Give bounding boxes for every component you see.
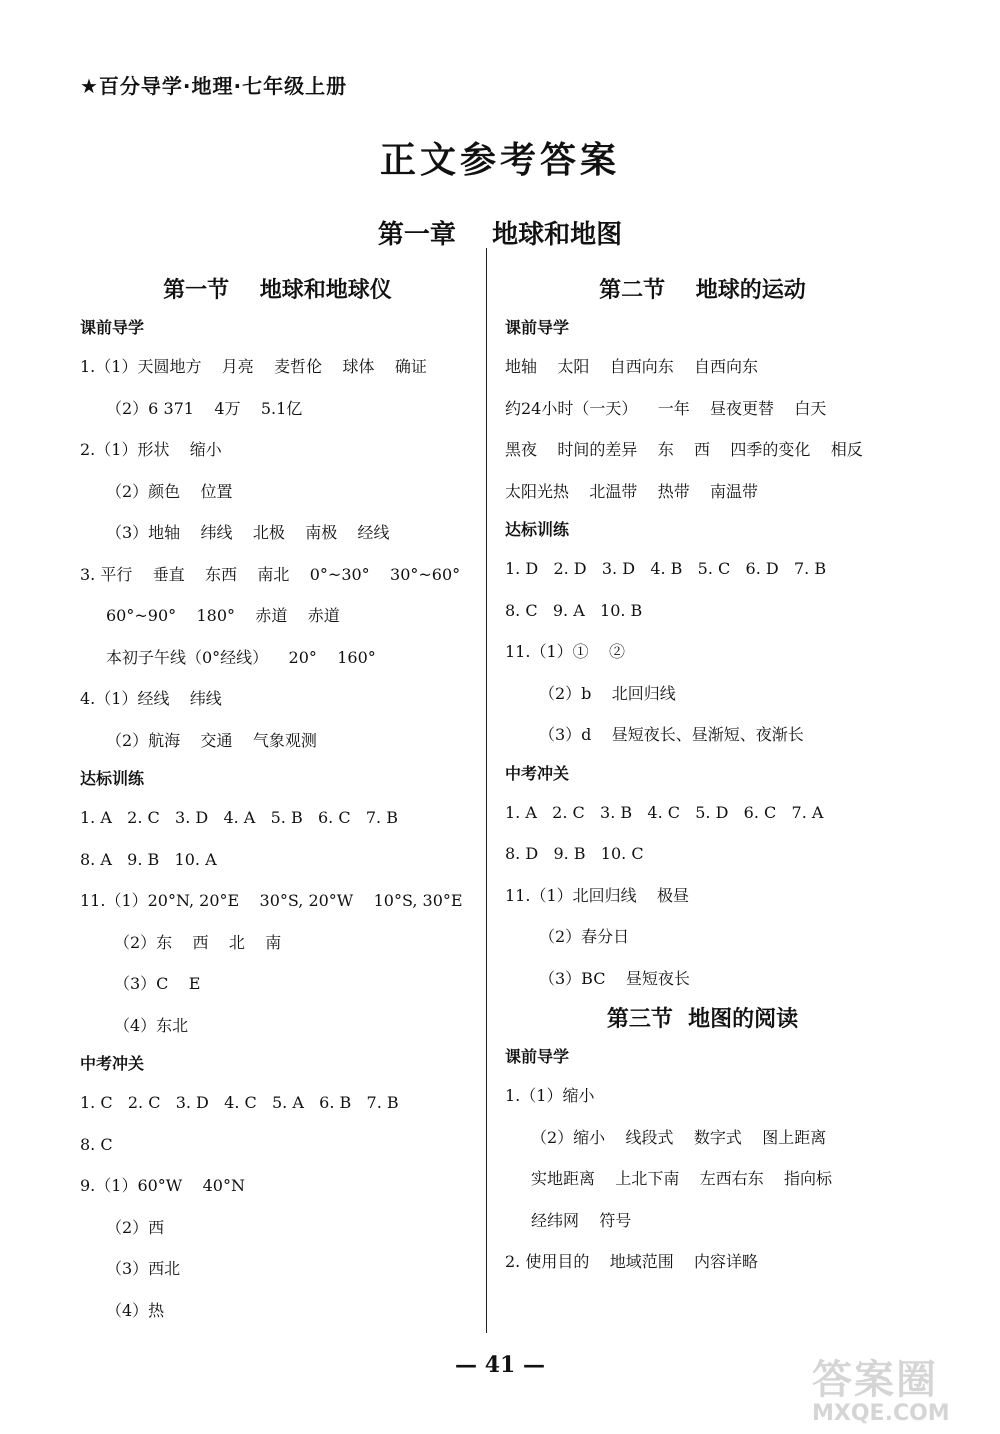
subsection-heading: 课前导学 — [505, 1047, 570, 1066]
answer-line: 约24小时（一天） 一年 昼夜更替 白天 — [505, 398, 827, 418]
answer-line: 3. 平行 垂直 东西 南北 0°~30° 30°~60° — [80, 564, 461, 584]
subsection-heading: 中考冲关 — [80, 1054, 145, 1073]
answer-line: 1. C 2. C 3. D 4. C 5. A 6. B 7. B — [80, 1093, 399, 1112]
right-column — [505, 270, 900, 1283]
watermark-url: MXQE.COM — [812, 1401, 950, 1426]
answer-line: （2）颜色 位置 — [106, 481, 233, 501]
page-title: 正文参考答案 — [379, 139, 620, 181]
answer-line: 1.（1）缩小 — [505, 1086, 595, 1105]
subsection-heading: 中考冲关 — [505, 763, 570, 783]
answer-line: （3）C E — [114, 974, 201, 993]
answer-line: 8. A 9. B 10. A — [80, 849, 217, 869]
answer-line: 11.（1）北回归线 极昼 — [505, 885, 689, 905]
left-column — [80, 270, 475, 1331]
answer-line: （2）春分日 — [539, 927, 630, 946]
answer-line: 实地距离 上北下南 左西右东 指向标 — [531, 1169, 833, 1188]
answer-line: 9.（1）60°W 40°N — [80, 1176, 245, 1195]
page-number: — 41 — — [455, 1352, 545, 1378]
answer-line: 黑夜 时间的差异 东 西 四季的变化 相反 — [505, 440, 863, 459]
answer-line: （3）BC 昼短夜长 — [539, 968, 690, 988]
answer-line: 1. D 2. D 3. D 4. B 5. C 6. D 7. B — [505, 559, 827, 578]
section-title: 第二节 地球的运动 — [599, 277, 806, 303]
answer-line: （2）东 西 北 南 — [114, 932, 282, 952]
answer-line: 11.（1）① ② — [505, 642, 625, 661]
answer-line: （4）东北 — [114, 1015, 189, 1035]
subsection-heading: 课前导学 — [505, 318, 570, 337]
answer-line: （2）b 北回归线 — [539, 683, 676, 703]
answer-line: 地轴 太阳 自西向东 自西向东 — [505, 357, 759, 376]
answer-line: （4）热 — [106, 1300, 165, 1320]
watermark-logo — [812, 1348, 982, 1426]
answer-line: 1. A 2. C 3. D 4. A 5. B 6. C 7. B — [80, 808, 398, 827]
column-divider — [486, 248, 487, 1333]
section-title: 第一节 地球和地球仪 — [163, 277, 392, 303]
answer-line: 太阳光热 北温带 热带 南温带 — [505, 481, 759, 501]
answer-line: （3）地轴 纬线 北极 南极 经线 — [106, 523, 390, 542]
answer-line: 经纬网 符号 — [531, 1210, 632, 1230]
chapter-title: 第一章 地球和地图 — [377, 220, 623, 250]
answer-line: （2）缩小 线段式 数字式 图上距离 — [531, 1127, 827, 1147]
answer-line: 4.（1）经线 纬线 — [80, 689, 222, 708]
subsection-heading: 课前导学 — [80, 318, 145, 337]
answer-line: 2.（1）形状 缩小 — [80, 440, 222, 459]
answer-line: （3）d 昼短夜长、昼渐短、夜渐长 — [539, 725, 804, 744]
subsection-heading: 达标训练 — [505, 520, 570, 539]
subsection-heading: 达标训练 — [80, 769, 145, 788]
answer-line: （2）6 371 4万 5.1亿 — [106, 398, 303, 418]
answer-line: （3）西北 — [106, 1259, 181, 1278]
answer-line: 11.（1）20°N, 20°E 30°S, 20°W 10°S, 30°E — [80, 891, 463, 910]
book-header: ★百分导学·地理·七年级上册 — [80, 74, 348, 98]
answer-line: 本初子午线（0°经线） 20° 160° — [106, 647, 376, 667]
answer-line: 2. 使用目的 地域范围 内容详略 — [505, 1252, 759, 1271]
answer-line: 8. C 9. A 10. B — [505, 600, 643, 620]
answer-line: 60°~90° 180° 赤道 赤道 — [106, 606, 340, 625]
answer-line: 8. C — [80, 1134, 113, 1154]
answer-line: 1.（1）天圆地方 月亮 麦哲伦 球体 确证 — [80, 357, 427, 376]
answer-line: 1. A 2. C 3. B 4. C 5. D 6. C 7. A — [505, 802, 824, 822]
answer-line: 8. D 9. B 10. C — [505, 844, 644, 863]
answer-line: （2）西 — [106, 1217, 165, 1237]
watermark-text: 答案圈 — [812, 1357, 938, 1403]
section-title: 第三节 地图的阅读 — [606, 1006, 799, 1032]
answer-line: （2）航海 交通 气象观测 — [106, 730, 317, 750]
